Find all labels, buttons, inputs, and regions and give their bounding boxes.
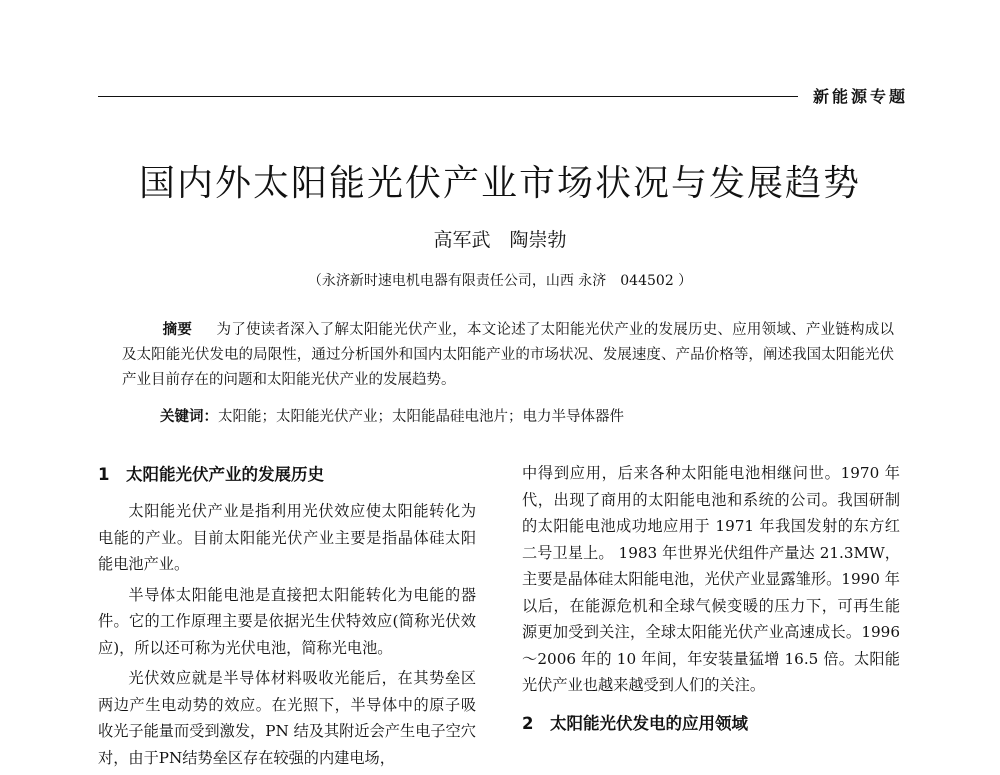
- section-tag: 新能源专题: [812, 87, 908, 106]
- section-2-title: 太阳能光伏发电的应用领域: [550, 713, 748, 733]
- section-1-number: 1: [98, 465, 110, 484]
- keywords-label: 关键词：: [160, 409, 218, 425]
- right-column-continuation: 中得到应用，后来各种太阳能电池相继问世。1970 年代，出现了商用的太阳能电池和系统的公司。我国研制的太阳能电池成功地应用于 1971 年我国发射的东方红二号卫星上。 1983 年世界光伏组件产量达 21.3MW，主要是晶体硅太阳能电池，光伏产业显露雏形。1990 年以后，在能源危机和全球气候变暖的压力下，可再生能源更加受到关注，全球太阳能光伏产业高速成长。1996～2006 年的 10 年间，年安装量猛增 16.5 倍。太阳能光伏产业也越来越受到人们的关注。: [522, 464, 900, 694]
- right-column: [522, 460, 900, 747]
- section-1-title: 太阳能光伏产业的发展历史: [126, 465, 324, 484]
- abstract-label: 摘要: [162, 322, 193, 338]
- section-1-paragraph: 太阳能光伏产业是指利用光伏效应使太阳能转化为电能的产业。目前太阳能光伏产业主要是指晶体硅太阳能电池产业。: [98, 502, 476, 573]
- header-rule: [98, 96, 798, 97]
- left-column: [98, 460, 476, 775]
- section-2-heading: [522, 709, 900, 739]
- keywords-text: 太阳能；太阳能光伏产业；太阳能晶硅电池片；电力半导体器件: [218, 409, 624, 425]
- article-authors: 高军武 陶崇勃: [433, 229, 567, 251]
- section-1-paragraph: 半导体太阳能电池是直接把太阳能转化为电能的器件。它的工作原理主要是依据光生伏特效应(简称光伏效应)，所以还可称为光伏电池，简称光电池。: [98, 585, 476, 657]
- section-2-number: 2: [522, 713, 534, 733]
- article-affiliation: （永济新时速电机电器有限责任公司，山西 永济 044502 ）: [307, 273, 693, 289]
- section-1-paragraph: 光伏效应就是半导体材料吸收光能后，在其势垒区两边产生电动势的效应。在光照下，半导体中的原子吸收光子能量而受到激发，PN 结及其附近会产生电子空穴对，由于PN结势垒区存在较强的内建电场，: [98, 669, 476, 767]
- abstract-spacer: [197, 322, 212, 338]
- article-title: 国内外太阳能光伏产业市场状况与发展趋势: [138, 163, 861, 204]
- abstract: [122, 318, 894, 393]
- section-1-heading: [98, 460, 476, 490]
- keywords: [160, 405, 900, 430]
- abstract-text: 为了使读者深入了解太阳能光伏产业，本文论述了太阳能光伏产业的发展历史、应用领域、产业链构成以及太阳能光伏发电的局限性，通过分析国外和国内太阳能产业的市场状况、发展速度、产品价格等，阐述我国太阳能光伏产业目前存在的问题和太阳能光伏产业的发展趋势。: [122, 322, 894, 388]
